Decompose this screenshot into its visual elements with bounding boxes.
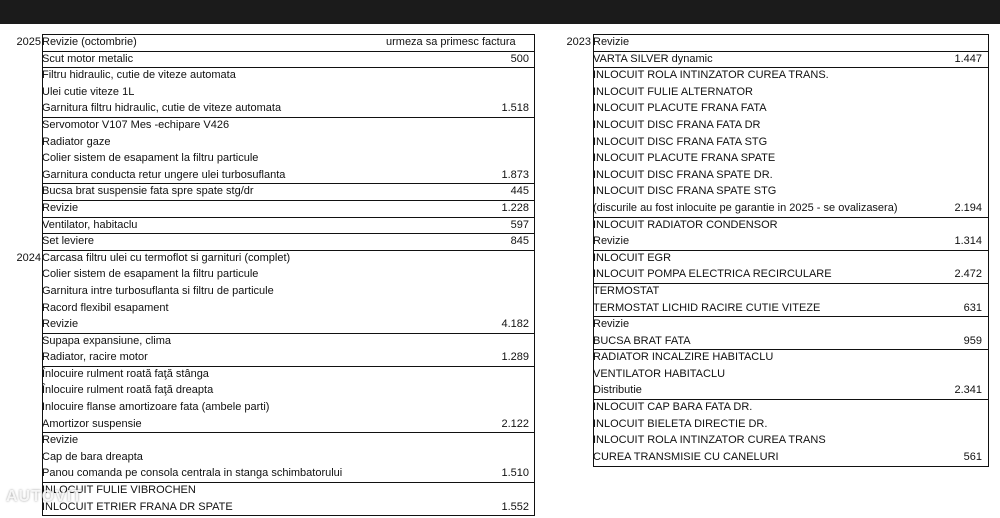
table-row [556,150,996,167]
table-row [0,134,540,151]
item-description: INLOCUIT ROLA INTINZATOR CUREA TRANS. [593,67,989,84]
item-description: Revizie [593,235,630,248]
item-cost: 445 [510,185,529,198]
table-row [0,465,540,482]
item-description: INLOCUIT PLACUTE FRANA FATA [593,102,767,115]
item-cost: 1.873 [501,168,529,181]
item-description: RADIATOR INCALZIRE HABITACLU [593,349,989,366]
item-cost: 500 [510,52,529,65]
item-description: Servomotor V107 Mes -echipare V426 [42,117,535,134]
item-cost: 845 [510,235,529,248]
table-row [556,250,996,267]
item-description: VARTA SILVER dynamic [593,51,989,68]
table-row [556,67,996,84]
item-description: Scut motor metalic [42,51,535,68]
table-row [0,382,540,399]
table-row [556,217,996,234]
table-row [556,183,996,200]
item-description: INLOCUIT PLACUTE FRANA SPATE [593,152,776,165]
table-row [0,167,540,184]
table-row [0,150,540,167]
item-description: INLOCUIT DISC FRANA SPATE DR. [593,168,773,181]
item-description: VENTILATOR HABITACLU [593,367,726,380]
service-log-right [556,34,996,465]
item-description: INLOCUIT CAP BARA FATA DR. [593,399,989,416]
item-description: Înlocuire rulment roată faţă stânga [42,366,535,383]
item-description: (discurile au fost inlocuite pe garantie in 2025 - se ovalizasera) [593,201,898,214]
item-description: Înlocuire rulment roată faţă dreapta [42,384,214,397]
item-description: INLOCUIT DISC FRANA SPATE STG [593,185,777,198]
table-row [0,117,540,134]
table-row [0,432,540,449]
item-description: Panou comanda pe consola centrala in stanga schimbatorului [42,467,343,480]
item-description: TERMOSTAT [593,283,989,300]
item-cost: 959 [963,334,982,347]
item-description: INLOCUIT POMPA ELECTRICA RECIRCULARE [593,268,832,281]
table-row [0,300,540,317]
table-row [556,366,996,383]
item-description: Revizie [42,432,535,449]
item-cost: 1.510 [501,467,529,480]
table-row [556,84,996,101]
item-description: Inlocuire flanse amortizoare fata (ambele parti) [42,401,270,414]
item-description: Revizie [593,316,989,333]
year-label: 2024 [16,251,41,264]
item-description: Ventilator, habitaclu [42,217,535,234]
table-row [556,34,996,51]
table-row [556,233,996,250]
table-row [556,266,996,283]
table-row [0,34,540,51]
item-cost: 1.447 [954,52,982,65]
item-description: INLOCUIT BIELETA DIRECTIE DR. [593,417,768,430]
item-cost: 597 [510,218,529,231]
item-description: Radiator gaze [42,135,111,148]
watermark-logo: AUTOVIT [6,488,83,505]
table-row [0,100,540,117]
table-row [0,51,540,68]
table-row [556,200,996,217]
item-description: Set leviere [42,233,535,250]
item-cost: 2.341 [954,384,982,397]
item-cost: 1.289 [501,351,529,364]
item-description: BUCSA BRAT FATA [593,334,691,347]
item-description: Garnitura intre turbosuflanta si filtru de particule [42,284,274,297]
table-row [0,366,540,383]
table-row [0,283,540,300]
item-note: urmeza sa primesc factura [386,36,516,48]
item-cost: 4.182 [501,318,529,331]
table-row [0,233,540,250]
table-row [556,382,996,399]
year-label: 2025 [16,36,41,48]
table-row [556,134,996,151]
item-description: Garnitura filtru hidraulic, cutie de viteze automata [42,102,282,115]
item-description: INLOCUIT EGR [593,250,989,267]
item-description: Radiator, racire motor [42,351,148,364]
item-description: Bucsa brat suspensie fata spre spate stg/dr [42,183,535,200]
table-row [0,250,540,267]
table-row [556,432,996,449]
table-row [556,349,996,366]
item-description: Revizie [42,200,535,217]
table-row [0,316,540,333]
item-cost: 2.122 [501,417,529,430]
item-cost: 2.194 [954,201,982,214]
item-description: INLOCUIT DISC FRANA FATA DR [593,118,761,131]
item-description: Filtru hidraulic, cutie de viteze automata [42,67,535,84]
table-row [556,333,996,350]
table-row [0,399,540,416]
item-cost: 1.518 [501,102,529,115]
item-description: Distributie [593,384,642,397]
table-row [0,349,540,366]
item-description: Ulei cutie viteze 1L [42,85,135,98]
item-cost: 1.314 [954,235,982,248]
item-description: Revizie [593,34,989,51]
item-description: INLOCUIT FULIE ALTERNATOR [593,85,753,98]
table-row [0,217,540,234]
item-description: Cap de bara dreapta [42,450,143,463]
item-cost: 1.552 [501,500,529,513]
table-row [0,84,540,101]
item-cost: 1.228 [501,201,529,214]
item-description: CUREA TRANSMISIE CU CANELURI [593,450,779,463]
item-description: INLOCUIT RADIATOR CONDENSOR [593,217,989,234]
item-description: TERMOSTAT LICHID RACIRE CUTIE VITEZE [593,301,821,314]
table-row [0,266,540,283]
table-row [556,117,996,134]
item-description: INLOCUIT FULIE VIBROCHEN [42,482,535,499]
item-description: Garnitura conducta retur ungere ulei turbosuflanta [42,168,286,181]
table-row [0,183,540,200]
table-row [556,167,996,184]
table-row [556,51,996,68]
table-row [556,100,996,117]
item-description: Revizie (octombrie) [42,34,535,51]
item-description: Revizie [42,318,79,331]
table-row [0,333,540,350]
item-description: INLOCUIT DISC FRANA FATA STG [593,135,768,148]
item-cost: 631 [963,301,982,314]
item-description: INLOCUIT ROLA INTINZATOR CUREA TRANS [593,434,826,447]
table-row [556,283,996,300]
table-row [0,416,540,433]
item-description: Amortizor suspensie [42,417,142,430]
table-row [0,200,540,217]
item-description: Colier sistem de esapament la filtru particule [42,268,259,281]
item-description: Colier sistem de esapament la filtru particule [42,152,259,165]
item-description: INLOCUIT ETRIER FRANA DR SPATE [42,500,233,513]
item-description: Carcasa filtru ulei cu termoflot si garnituri (complet) [42,250,535,267]
table-row [556,300,996,317]
table-row [556,399,996,416]
table-row [556,449,996,466]
table-row [556,316,996,333]
table-row [0,67,540,84]
table-row [556,416,996,433]
table-row [0,449,540,466]
year-label: 2023 [566,36,591,48]
item-description: Supapa expansiune, clima [42,333,535,350]
service-log-left [0,34,540,515]
top-bar [0,0,1000,24]
item-description: Racord flexibil esapament [42,301,169,314]
item-cost: 2.472 [954,268,982,281]
item-cost: 561 [963,450,982,463]
